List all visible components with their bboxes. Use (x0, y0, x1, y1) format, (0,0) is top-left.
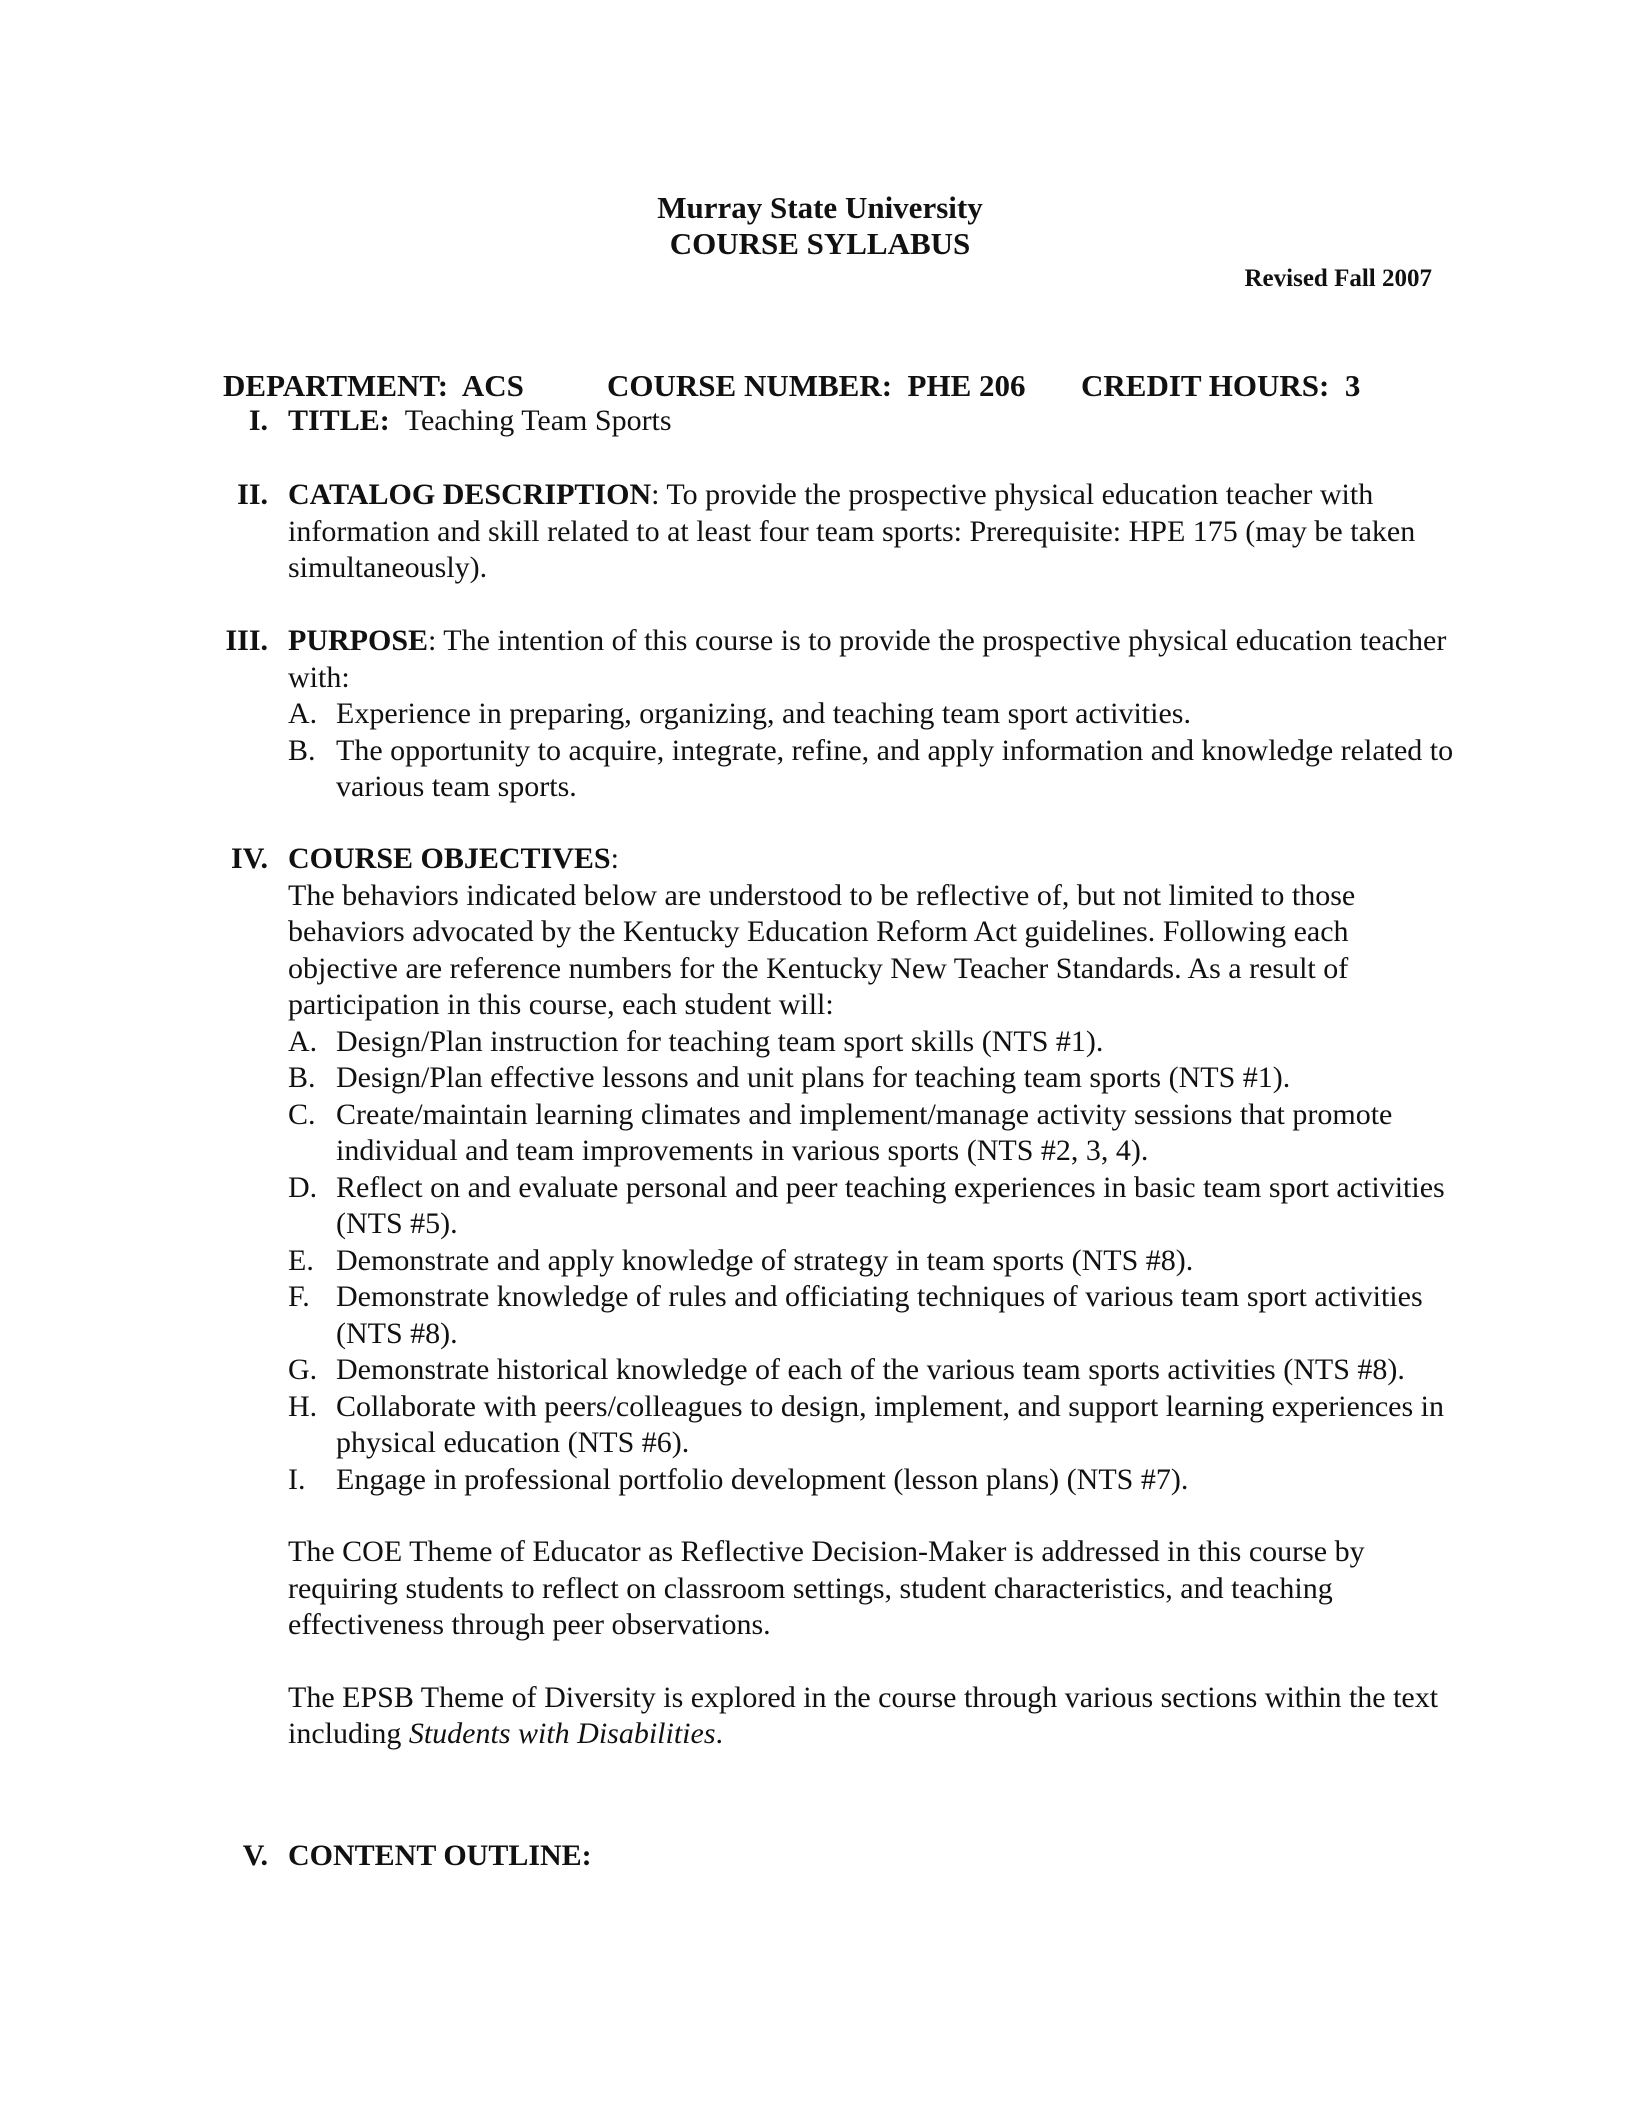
list-item (288, 1097, 1458, 1170)
list-letter: A. (288, 697, 318, 730)
list-letter: D. (288, 1170, 318, 1204)
section-number: III. (225, 624, 268, 657)
section-number: IV. (231, 842, 268, 875)
list-item-text: Reflect on and evaluate personal and peer teaching experiences in basic team sport activities (NTS #5). (336, 1170, 1445, 1240)
epsb-text: The EPSB Theme of Diversity is explored in the course through various sections within the text including (288, 1680, 1439, 1750)
list-letter: E. (288, 1243, 314, 1277)
list-item (288, 1462, 1458, 1499)
list-item (288, 696, 1458, 733)
list-item-text: Demonstrate knowledge of rules and officiating techniques of various team sport activities (NTS #8). (336, 1280, 1423, 1350)
section-label: CONTENT OUTLINE: (288, 1839, 592, 1872)
epsb-theme-paragraph (288, 1680, 1458, 1753)
revised-date: Revised Fall 2007 (1244, 265, 1432, 292)
list-item-text: Design/Plan instruction for teaching team sport skills (NTS #1). (336, 1024, 1104, 1058)
list-letter: B. (288, 733, 316, 767)
list-item (288, 1024, 1458, 1061)
list-letter: B. (288, 1061, 316, 1094)
epsb-italic-text: Students with Disabilities (408, 1717, 716, 1750)
list-item-text: Engage in professional portfolio development (lesson plans) (NTS #7). (336, 1462, 1189, 1496)
department: DEPARTMENT: ACS (223, 368, 524, 403)
document-header (0, 190, 1640, 262)
section-number: I. (248, 404, 268, 437)
list-item-text: Create/maintain learning climates and implement/manage activity sessions that promote individual and team improvements in various sports (NTS #2, 3, 4). (336, 1097, 1393, 1167)
list-item-text: Experience in preparing, organizing, and teaching team sport activities. (336, 697, 1191, 730)
section-course-objectives (231, 841, 1458, 1753)
purpose-list (288, 696, 1458, 806)
course-number: COURSE NUMBER: PHE 206 (607, 368, 1026, 403)
list-letter: F. (288, 1280, 310, 1313)
section-number: II. (237, 478, 268, 511)
section-label: TITLE: (288, 404, 390, 437)
section-label: PURPOSE (288, 624, 429, 657)
epsb-end: . (715, 1717, 724, 1750)
list-item-text: Demonstrate and apply knowledge of strategy in team sports (NTS #8). (336, 1243, 1194, 1277)
objectives-list (288, 1024, 1458, 1499)
credit-hours: CREDIT HOURS: 3 (1081, 368, 1361, 403)
list-item (288, 1279, 1458, 1352)
list-item-text: Collaborate with peers/colleagues to design, implement, and support learning experiences in physical education (NTS #6). (336, 1389, 1445, 1459)
section-title (248, 403, 1458, 440)
document-title: COURSE SYLLABUS (669, 226, 971, 261)
objectives-intro: The behaviors indicated below are understood to be reflective of, but not limited to those behaviors advocated by the Kentucky Education Reform Act guidelines. Following each objective are reference numbers for the Kentucky New Teacher Standards. As a result of participation in this course, each student will: (288, 878, 1356, 1021)
section-label: COURSE OBJECTIVES (288, 842, 611, 875)
list-item (288, 1170, 1458, 1243)
catalog-text: : To provide the prospective physical education teacher with information and skill related to at least four team sports: Prerequisite: HPE 175 (may be taken simultaneously). (288, 478, 1416, 584)
section-catalog-description (237, 477, 1458, 587)
section-purpose (225, 623, 1458, 806)
list-letter: A. (288, 1024, 318, 1058)
list-item (288, 1352, 1458, 1389)
list-item (288, 1243, 1458, 1280)
course-title: Teaching Team Sports (404, 404, 672, 437)
university-name: Murray State University (657, 190, 983, 225)
list-item (288, 1389, 1458, 1462)
list-item (288, 733, 1458, 806)
list-item-text: Design/Plan effective lessons and unit plans for teaching team sports (NTS #1). (336, 1061, 1291, 1094)
list-letter: H. (288, 1389, 318, 1423)
list-item-text: The opportunity to acquire, integrate, refine, and apply information and knowledge related to various team sports. (336, 733, 1454, 803)
coe-theme-paragraph: The COE Theme of Educator as Reflective Decision-Maker is addressed in this course by requiring students to reflect on classroom settings, student characteristics, and teaching effectiveness through peer observations. (288, 1535, 1365, 1641)
purpose-text: : The intention of this course is to provide the prospective physical education teacher with: (288, 624, 1447, 694)
list-letter: I. (288, 1462, 306, 1496)
list-letter: G. (288, 1353, 318, 1386)
list-item (288, 1060, 1458, 1097)
section-label: CATALOG DESCRIPTION (288, 478, 652, 511)
list-item-text: Demonstrate historical knowledge of each of the various team sports activities (NTS #8). (336, 1353, 1405, 1386)
section-number: V. (242, 1839, 268, 1872)
label-colon: : (610, 842, 619, 875)
section-content-outline (242, 1838, 1458, 1875)
list-letter: C. (288, 1097, 316, 1131)
